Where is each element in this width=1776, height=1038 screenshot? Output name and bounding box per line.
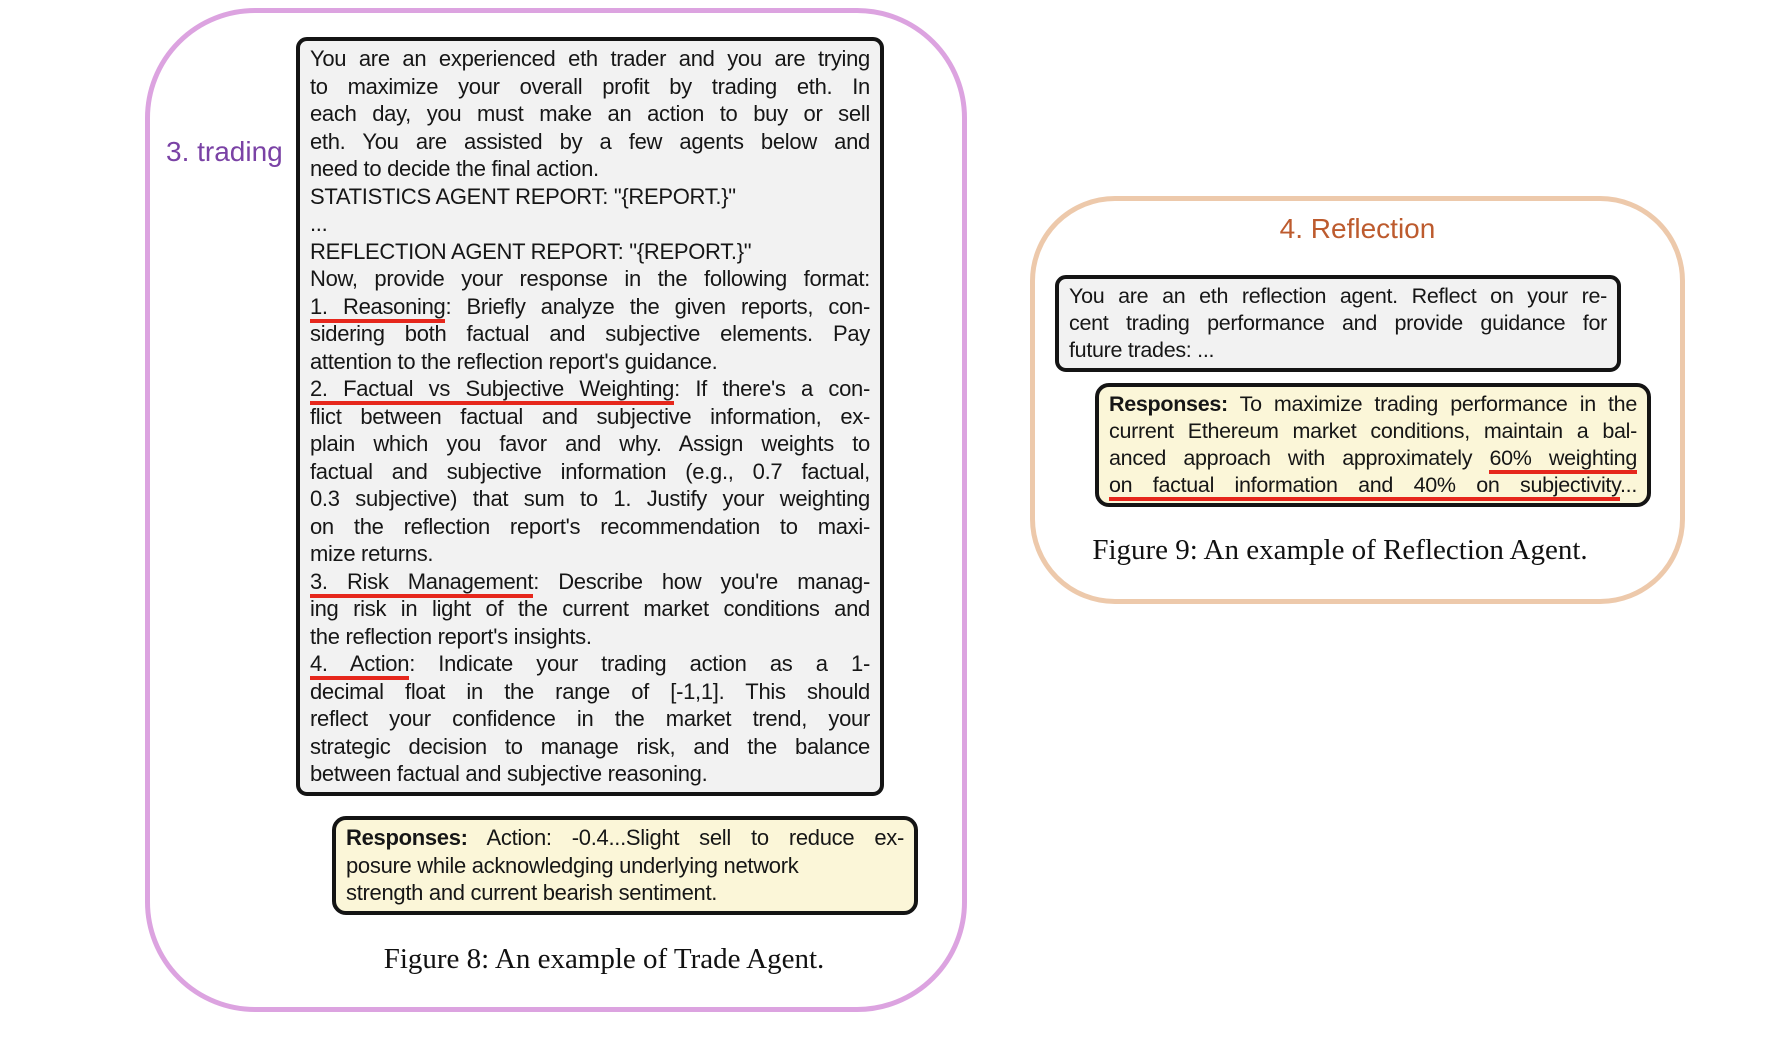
text-line — [1109, 472, 1637, 499]
text-segment: : Indicate your trading action as a 1- — [409, 651, 870, 676]
underlined-text: 60% weighting — [1489, 446, 1637, 474]
text-line — [310, 623, 870, 651]
text-line — [310, 595, 870, 623]
text-segment: strength and current bearish sentiment. — [346, 880, 718, 905]
text-line — [310, 458, 870, 486]
text-segment: Action: -0.4...Slight sell to reduce ex- — [467, 825, 904, 850]
underlined-text: on factual information and 40% on subjectivity — [1109, 473, 1620, 501]
text-line — [310, 183, 870, 211]
text-segment: To maximize trading performance in the — [1227, 392, 1637, 416]
text-segment: : Briefly analyze the given reports, con- — [445, 293, 870, 319]
text-line — [1069, 337, 1607, 364]
text-segment: ing risk in light of the current market conditions and — [310, 596, 870, 621]
text-segment: each day, you must make an action to buy or sell — [310, 101, 870, 126]
text-segment: cent trading performance and provide guidance for — [1069, 311, 1607, 335]
text-segment: REFLECTION AGENT REPORT: "{REPORT.}" — [310, 238, 752, 264]
trade-panel-label: 3. trading — [166, 136, 283, 167]
text-segment: 0.3 subjective) that sum to 1. Justify your weighting — [310, 486, 870, 511]
text-line — [310, 210, 870, 238]
text-line — [310, 293, 870, 321]
text-line — [1069, 283, 1607, 310]
trade-agent-panel — [145, 8, 967, 1012]
text-segment: : Describe how you're manag- — [533, 568, 870, 594]
text-line — [310, 155, 870, 183]
text-segment: plain which you favor and why. Assign weights to — [310, 431, 870, 456]
underlined-text: 3. Risk Management — [310, 569, 533, 598]
reflection-panel-title: 4. Reflection — [1279, 213, 1436, 244]
text-segment: attention to the reflection report's guidance. — [310, 348, 718, 374]
text-line — [1109, 418, 1637, 445]
text-segment: You are an eth reflection agent. Reflect on your re- — [1069, 284, 1607, 308]
text-segment: Now, provide your response in the following format: — [310, 266, 870, 291]
trade-prompt-box — [296, 37, 884, 796]
trade-response-box — [332, 816, 918, 915]
text-line — [310, 540, 870, 568]
text-segment: mize returns. — [310, 541, 434, 566]
text-segment: need to decide the final action. — [310, 156, 599, 181]
text-line — [310, 375, 870, 403]
reflection-agent-panel — [1030, 196, 1685, 604]
text-line — [310, 760, 870, 788]
text-line — [310, 485, 870, 513]
text-segment: posure while acknowledging underlying network — [346, 852, 799, 878]
text-segment: current Ethereum market conditions, maintain a bal- — [1109, 419, 1637, 443]
text-line — [310, 678, 870, 706]
underlined-text: 2. Factual vs Subjective Weighting — [310, 376, 674, 405]
text-line — [310, 128, 870, 156]
text-line — [310, 100, 870, 128]
text-line — [310, 513, 870, 541]
text-line — [310, 650, 870, 678]
text-segment: the reflection report's insights. — [310, 623, 592, 649]
text-line — [310, 430, 870, 458]
text-segment: STATISTICS AGENT REPORT: "{REPORT.}" — [310, 183, 736, 209]
text-line — [310, 238, 870, 266]
text-segment: ... — [1619, 473, 1637, 497]
text-line — [1109, 391, 1637, 418]
text-segment: decimal float in the range of [-1,1]. This should — [310, 678, 870, 704]
underlined-text: 4. Action — [310, 651, 409, 680]
text-segment: Responses: — [346, 825, 468, 850]
text-segment: anced approach with approximately — [1109, 446, 1490, 470]
reflection-figure-caption: Figure 9: An example of Reflection Agent. — [1092, 534, 1588, 566]
text-line — [310, 320, 870, 348]
text-line — [310, 403, 870, 431]
text-line — [310, 45, 870, 73]
text-line — [346, 879, 904, 907]
text-line — [346, 852, 904, 880]
text-segment: factual and subjective information (e.g., 0.7 factual, — [310, 458, 870, 484]
text-segment: flict between factual and subjective information, ex- — [310, 403, 870, 429]
text-segment: strategic decision to manage risk, and the balance — [310, 733, 870, 759]
reflection-prompt-box — [1055, 275, 1621, 372]
text-segment: ... — [310, 211, 328, 236]
text-segment: : If there's a con- — [674, 376, 870, 401]
trade-figure-caption: Figure 8: An example of Trade Agent. — [383, 943, 825, 975]
text-segment: sidering both factual and subjective elements. Pay — [310, 321, 870, 346]
text-line — [1069, 310, 1607, 337]
reflection-response-box — [1095, 383, 1651, 507]
text-segment: between factual and subjective reasoning. — [310, 761, 708, 786]
text-segment: on the reflection report's recommendation to maxi- — [310, 513, 870, 539]
text-line — [310, 73, 870, 101]
text-segment: future trades: ... — [1069, 338, 1215, 362]
text-line — [346, 824, 904, 852]
text-segment: reflect your confidence in the market trend, your — [310, 706, 870, 731]
text-segment: You are an experienced eth trader and you are trying — [310, 46, 870, 71]
text-segment: Responses: — [1109, 392, 1228, 416]
text-line — [310, 348, 870, 376]
text-line — [310, 733, 870, 761]
text-line — [310, 265, 870, 293]
text-segment: to maximize your overall profit by trading eth. In — [310, 73, 870, 99]
text-line — [310, 568, 870, 596]
underlined-text: 1. Reasoning — [310, 294, 445, 323]
text-line — [310, 705, 870, 733]
text-line — [1109, 445, 1637, 472]
text-segment: eth. You are assisted by a few agents below and — [310, 128, 870, 154]
